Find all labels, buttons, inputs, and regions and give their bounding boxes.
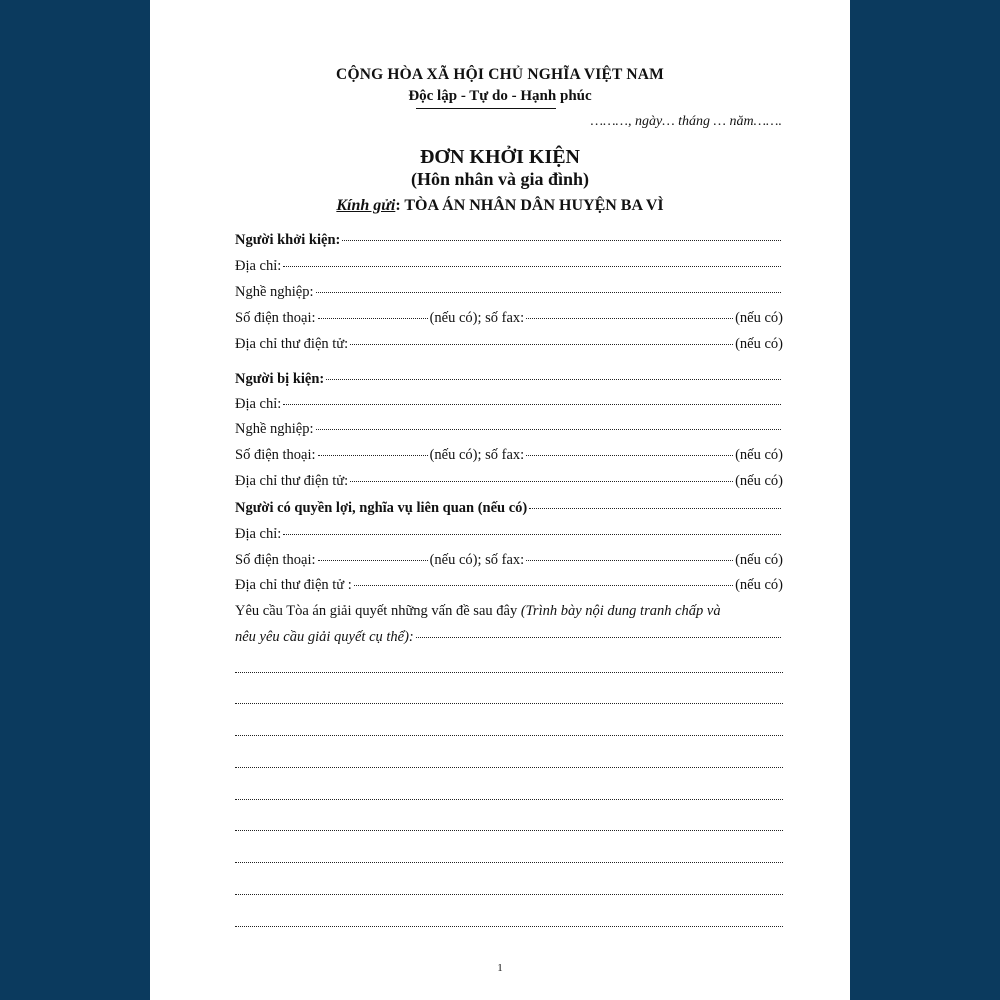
related-phone-label: Số điện thoại: (235, 552, 316, 568)
fill-dots (318, 318, 428, 319)
form-subtitle: (Hôn nhân và gia đình) (410, 169, 590, 189)
related-party-line[interactable] (235, 500, 783, 517)
defendant-email-label: Địa chỉ thư điện tử: (235, 473, 349, 489)
fill-dots (526, 318, 733, 319)
fill-dots (526, 455, 733, 456)
plaintiff-email-optional: (nếu có) (735, 336, 783, 352)
fill-dots (318, 560, 428, 561)
fill-dots (526, 560, 733, 561)
fill-dots (529, 508, 781, 509)
related-email-line[interactable] (235, 577, 783, 594)
fill-dots (350, 344, 733, 345)
national-motto: Độc lập - Tự do - Hạnh phúc (408, 88, 592, 104)
plaintiff-email-line[interactable] (235, 336, 783, 353)
defendant-phone-label: Số điện thoại: (235, 447, 316, 463)
blank-line-2[interactable] (235, 703, 783, 704)
blank-line-3[interactable] (235, 735, 783, 736)
defendant-address-line[interactable] (235, 396, 783, 413)
related-address-line[interactable] (235, 526, 783, 543)
plaintiff-occupation-line[interactable] (235, 284, 783, 301)
document-page (150, 0, 850, 1000)
recipient-name: : TÒA ÁN NHÂN DÂN HUYỆN BA VÌ (395, 197, 664, 214)
request-hint-1: (Trình bày nội dung tranh chấp và (520, 603, 721, 619)
defendant-fax-label: (nếu có); số fax: (429, 447, 525, 463)
fill-dots (416, 637, 781, 638)
defendant-address-label: Địa chỉ: (235, 396, 282, 412)
plaintiff-occupation-label: Nghề nghiệp: (235, 284, 314, 300)
date-line: ………, ngày… tháng … năm……. (590, 114, 782, 129)
motto-underline (416, 108, 556, 109)
fill-dots (342, 240, 781, 241)
related-party-heading: Người có quyền lợi, nghĩa vụ liên quan (nếu có) (235, 500, 528, 516)
defendant-phone-line[interactable] (235, 447, 783, 464)
related-fax-label: (nếu có); số fax: (429, 552, 525, 568)
plaintiff-name-line[interactable] (235, 232, 783, 249)
form-title: ĐƠN KHỞI KIỆN (419, 146, 581, 168)
defendant-email-line[interactable] (235, 473, 783, 490)
plaintiff-address-label: Địa chỉ: (235, 258, 282, 274)
page-number: 1 (497, 962, 503, 974)
plaintiff-address-line[interactable] (235, 258, 783, 275)
blank-line-6[interactable] (235, 830, 783, 831)
related-email-optional: (nếu có) (735, 577, 783, 593)
fill-dots (316, 292, 781, 293)
blank-line-1[interactable] (235, 672, 783, 673)
fill-dots (316, 429, 781, 430)
defendant-email-optional: (nếu có) (735, 473, 783, 489)
fill-dots (318, 455, 428, 456)
plaintiff-phone-line[interactable] (235, 310, 783, 327)
national-title: CỘNG HÒA XÃ HỘI CHỦ NGHĨA VIỆT NAM (336, 66, 664, 83)
plaintiff-fax-label: (nếu có); số fax: (429, 310, 525, 326)
fill-dots (283, 266, 781, 267)
fill-dots (326, 379, 781, 380)
request-hint-2: nêu yêu cầu giải quyết cụ thể): (235, 629, 414, 645)
request-line-2[interactable] (235, 629, 783, 646)
defendant-fax-optional: (nếu có) (735, 447, 783, 463)
fill-dots (283, 404, 781, 405)
fill-dots (354, 585, 733, 586)
recipient-label: Kính gửi (336, 197, 396, 214)
blank-line-4[interactable] (235, 767, 783, 768)
plaintiff-phone-label: Số điện thoại: (235, 310, 316, 326)
plaintiff-fax-optional: (nếu có) (735, 310, 783, 326)
request-line-1 (235, 603, 783, 620)
related-address-label: Địa chỉ: (235, 526, 282, 542)
recipient-line (150, 197, 850, 215)
defendant-heading: Người bị kiện: (235, 371, 325, 387)
blank-line-7[interactable] (235, 862, 783, 863)
request-text: Yêu cầu Tòa án giải quyết những vấn đề sau đây (235, 603, 518, 619)
plaintiff-heading: Người khởi kiện: (235, 232, 341, 248)
plaintiff-email-label: Địa chỉ thư điện tử: (235, 336, 349, 352)
related-fax-optional: (nếu có) (735, 552, 783, 568)
blank-line-9[interactable] (235, 926, 783, 927)
blank-line-8[interactable] (235, 894, 783, 895)
defendant-name-line[interactable] (235, 371, 783, 388)
defendant-occupation-label: Nghề nghiệp: (235, 421, 314, 437)
related-phone-line[interactable] (235, 552, 783, 569)
related-email-label: Địa chỉ thư điện tử : (235, 577, 352, 593)
fill-dots (283, 534, 781, 535)
fill-dots (350, 481, 733, 482)
defendant-occupation-line[interactable] (235, 421, 783, 438)
blank-line-5[interactable] (235, 799, 783, 800)
